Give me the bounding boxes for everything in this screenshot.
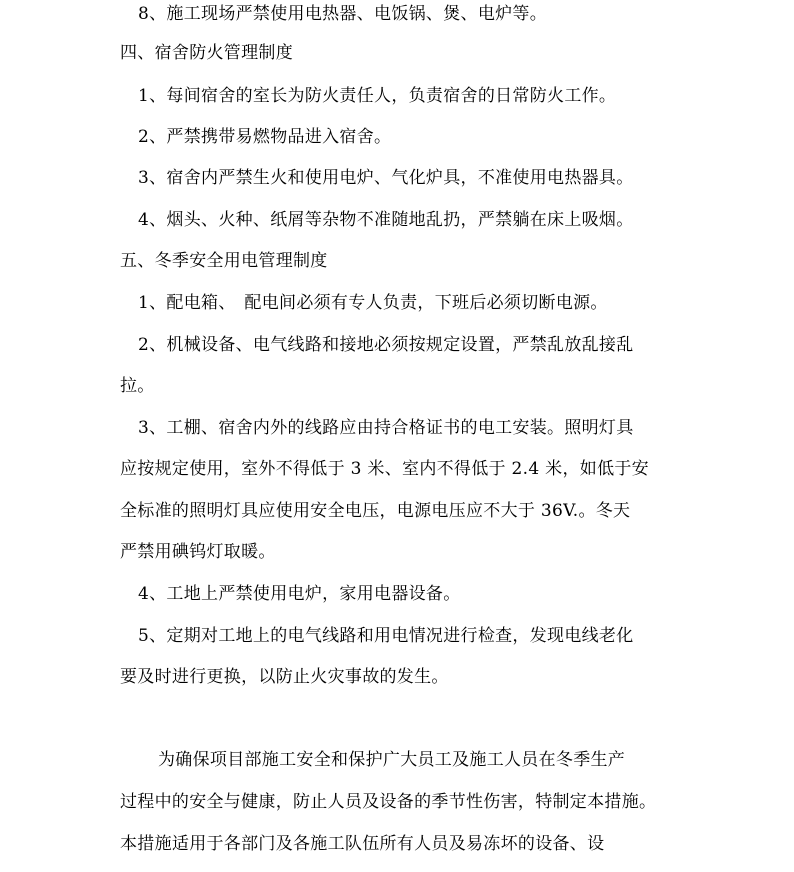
- text-line-electric-4: 4、工地上严禁使用电炉，家用电器设备。: [138, 584, 461, 604]
- text-line-electric-3: 3、工棚、宿舍内外的线路应由持合格证书的电工安装。照明灯具: [138, 418, 634, 438]
- text-line-electric-3-cont-2: 全标准的照明灯具应使用安全电压，电源电压应不大于 36V.。冬天: [120, 501, 631, 521]
- text-line-electric-3-cont-3: 严禁用碘钨灯取暖。: [120, 542, 276, 562]
- text-line-dorm-2: 2、严禁携带易燃物品进入宿舍。: [138, 127, 392, 147]
- text-line-dorm-4: 4、烟头、火种、纸屑等杂物不准随地乱扔，严禁躺在床上吸烟。: [138, 210, 634, 230]
- text-line-dorm-3: 3、宿舍内严禁生火和使用电炉、气化炉具，不准使用电热器具。: [138, 168, 634, 188]
- paragraph-line-3: 本措施适用于各部门及各施工队伍所有人员及易冻坏的设备、设: [120, 834, 605, 854]
- text-line-item-8: 8、施工现场严禁使用电热器、电饭锅、煲、电炉等。: [138, 4, 548, 24]
- text-line-electric-2-cont: 拉。: [120, 376, 155, 396]
- text-line-electric-5: 5、定期对工地上的电气线路和用电情况进行检查，发现电线老化: [138, 626, 634, 646]
- section-heading-dorm-fire: 四、宿舍防火管理制度: [120, 43, 293, 63]
- paragraph-line-1: 为确保项目部施工安全和保护广大员工及施工人员在冬季生产: [158, 750, 626, 770]
- section-heading-winter-electric: 五、冬季安全用电管理制度: [120, 251, 328, 271]
- text-line-dorm-1: 1、每间宿舍的室长为防火责任人，负责宿舍的日常防火工作。: [138, 86, 617, 106]
- text-line-electric-3-cont-1: 应按规定使用，室外不得低于 3 米、室内不得低于 2.4 米，如低于安: [120, 459, 649, 479]
- text-line-electric-5-cont: 要及时进行更换，以防止火灾事故的发生。: [120, 667, 449, 687]
- text-line-electric-1: 1、配电箱、 配电间必须有专人负责，下班后必须切断电源。: [138, 293, 608, 313]
- paragraph-line-2: 过程中的安全与健康，防止人员及设备的季节性伤害，特制定本措施。: [120, 792, 657, 812]
- text-line-electric-2: 2、机械设备、电气线路和接地必须按规定设置，严禁乱放乱接乱: [138, 335, 634, 355]
